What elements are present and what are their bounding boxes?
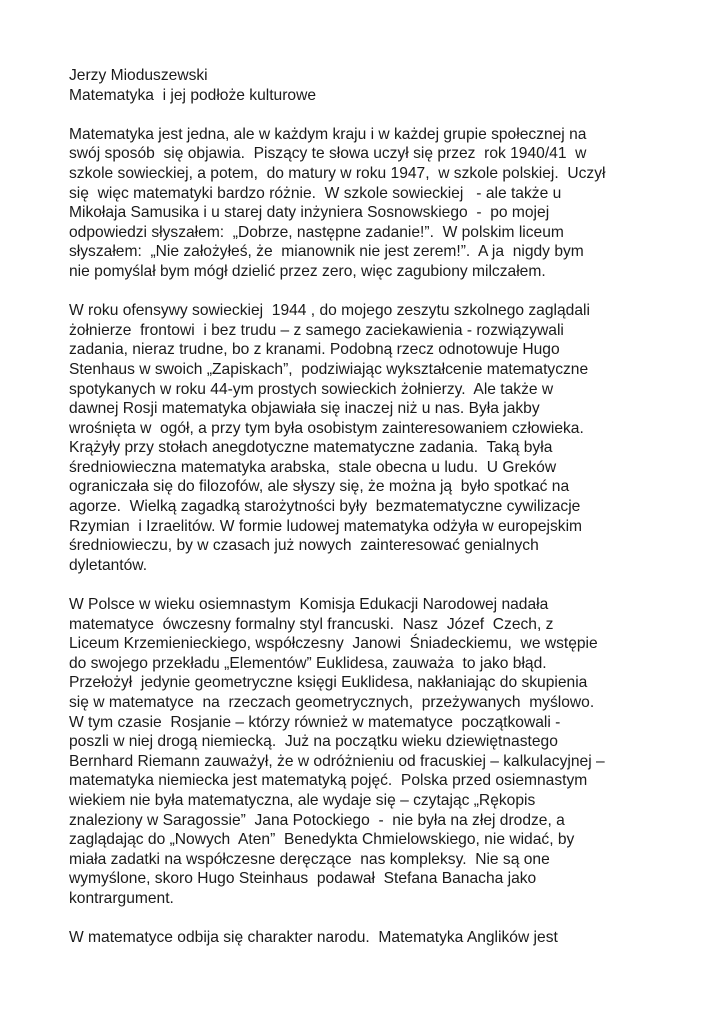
text-line: dawnej Rosji matematyka objawiała się inaczej niż u nas. Była jakby [69,400,540,418]
text-line: szkole sowieckiej, a potem, do matury w roku 1947, w szkole polskiej. Uczył [69,164,606,182]
paragraph-gap [69,282,669,302]
text-line: zaglądając do „Nowych Aten” Benedykta Chmielowskiego, nie widać, by [69,831,575,849]
document-title: Matematyka i jej podłoże kulturowe [69,86,317,104]
text-line: Stenhaus w swoich „Zapiskach”, podziwiając wykształcenie matematyczne [69,360,589,378]
paragraph-3 [69,595,669,909]
paragraph-1 [69,125,669,282]
document-header [69,66,669,105]
text-line: wiekiem nie była matematyczna, ale wydaje się – czytając „Rękopis [69,791,536,809]
text-line: matematyce ówczesny formalny styl francuski. Nasz Józef Czech, z [69,615,554,633]
text-line: dyletantów. [69,556,148,574]
text-line: W matematyce odbija się charakter narodu. Matematyka Anglików jest [69,929,558,947]
text-line: się więc matematyki bardzo różnie. W szkole sowieckiej - ale także u [69,184,562,202]
text-line: zadania, nieraz trudne, bo z kranami. Podobną rzecz odnotowuje Hugo [69,341,560,359]
text-line: Bernhard Riemann zauważył, że w odróżnieniu od fracuskiej – kalkulacyjnej – [69,752,605,770]
paragraph-4 [69,928,669,948]
text-line: wrośnięta w ogół, a przy tym była osobistym zainteresowaniem człowieka. [69,419,584,437]
text-line: odpowiedzi słyszałem: „Dobrze, następne zadanie!”. W polskim liceum [69,223,564,241]
text-line: W tym czasie Rosjanie – którzy również w matematyce początkowali - [69,713,561,731]
text-line: Mikołaja Samusika i u starej daty inżyniera Sosnowskiego - po mojej [69,204,550,222]
text-line: kontrargument. [69,889,174,907]
paragraph-gap [69,909,669,929]
text-line: nie pomyślał bym mógł dzielić przez zero, więc zagubiony milczałem. [69,262,546,280]
text-line: wymyślone, skoro Hugo Steinhaus podawał Stefana Banacha jako [69,870,537,888]
text-line: miała zadatki na współczesne deręczące nas kompleksy. Nie są one [69,850,550,868]
author-name: Jerzy Mioduszewski [69,67,208,84]
text-line: się w matematyce na rzeczach geometrycznych, przeżywanych myślowo. [69,694,595,711]
text-line: Przełożył jedynie geometryczne księgi Euklidesa, nakłaniając do skupienia [69,674,588,692]
text-line: średniowieczu, by w czasach już nowych zainteresować genialnych [69,537,539,555]
paragraph-gap [69,575,669,595]
text-line: poszli w niej drogą niemiecką. Już na początku wieku dziewiętnastego [69,733,558,751]
text-line: W Polsce w wieku osiemnastym Komisja Edukacji Narodowej nadała [69,596,549,614]
paragraph-gap [69,105,669,125]
text-line: agorze. Wielką zagadką starożytności były bezmatematyczne cywilizacje [69,498,581,516]
paragraph-2 [69,301,669,575]
text-line: słyszałem: „Nie założyłeś, że mianownik nie jest zerem!”. A ja nigdy bym [69,243,584,261]
text-line: spotykanych w roku 44-ym prostych sowieckich żołnierzy. Ale także w [69,380,554,398]
text-line: swój sposób się objawia. Piszący te słowa uczył się przez rok 1940/41 w [69,145,587,163]
text-line: Matematyka jest jedna, ale w każdym kraju i w każdej grupie społecznej na [69,125,587,143]
text-line: matematyka niemiecka jest matematyką pojęć. Polska przed osiemnastym [69,772,588,790]
text-line: średniowieczna matematyka arabska, stale obecna u ludu. U Greków [69,458,557,476]
text-line: znaleziony w Saragossie” Jana Potockiego - nie była na złej drodze, a [69,811,565,829]
text-line: Krążyły przy stołach anegdotyczne matematyczne zadania. Taką była [69,439,553,457]
text-line: Liceum Krzemienieckiego, współczesny Janowi Śniadeckiemu, we wstępie [69,635,598,653]
document-page [69,66,669,948]
text-line: ograniczała się do filozofów, ale słyszy się, że można ją było spotkać na [69,478,570,496]
text-line: żołnierze frontowi i bez trudu – z samego zaciekawienia - rozwiązywali [69,321,564,339]
text-line: Rzymian i Izraelitów. W formie ludowej matematyka odżyła w europejskim [69,517,583,535]
text-line: do swojego przekładu „Elementów” Euklidesa, zauważa to jako błąd. [69,654,547,672]
text-line: W roku ofensywy sowieckiej 1944 , do mojego zeszytu szkolnego zaglądali [69,302,590,320]
